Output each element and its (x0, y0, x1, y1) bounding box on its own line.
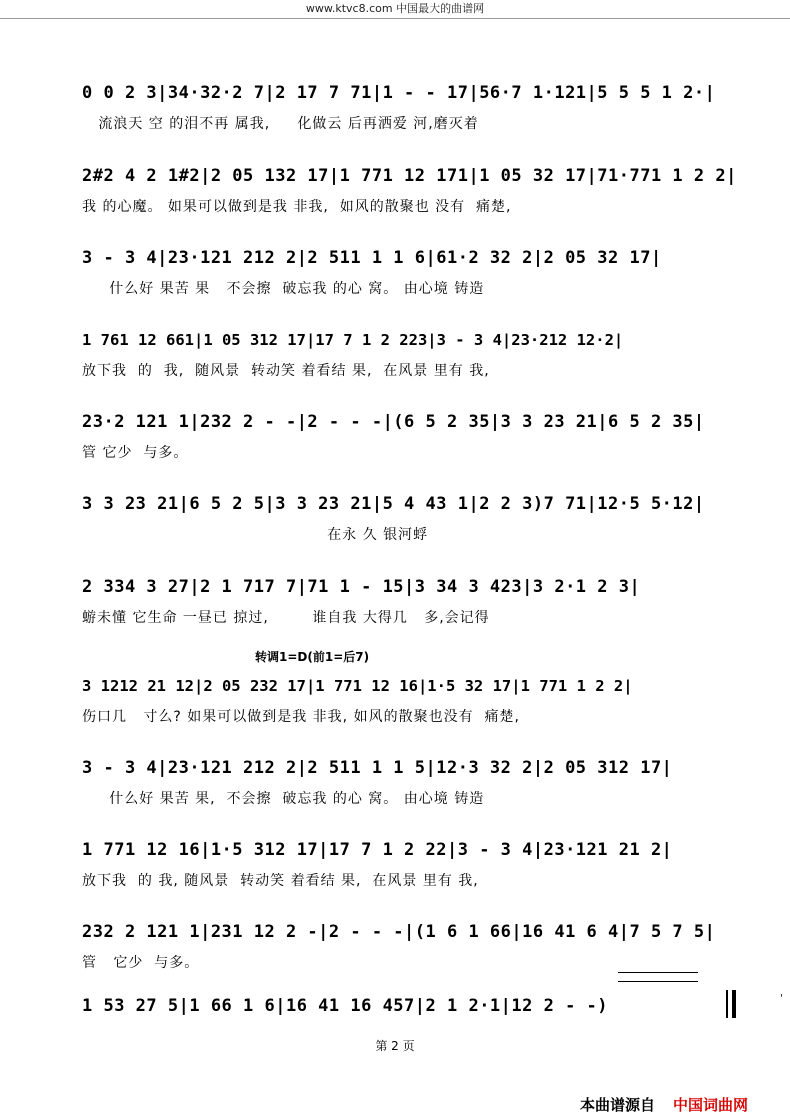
notation-line: 1 761 12 661|1 05 312 17|17 7 1 2 223|3 - 3 4|23·212 12·2| (82, 331, 624, 349)
key-change-marking: 转调1=D(前1=后7) (255, 650, 370, 664)
edge-mark: ' (780, 993, 783, 1004)
source-footer (580, 1094, 748, 1115)
lyric-line: 蝣未懂 它生命 一昼已 掠过, 谁自我 大得几 多,会记得 (82, 610, 490, 626)
notation-line: 2 334 3 27|2 1 717 7|71 1 - 15|3 34 3 423|3 2·1 2 3| (82, 577, 641, 597)
site-header-text: www.ktvc8.com 中国最大的曲谱网 (305, 2, 485, 15)
notation-line: 3 3 23 21|6 5 2 5|3 3 23 21|5 4 43 1|2 2 3)7 71|12·5 5·12| (82, 494, 705, 514)
tempo-marking-lines (618, 972, 698, 982)
final-barline-thick (732, 990, 736, 1018)
source-site-link[interactable]: 中国词曲网 (673, 1096, 749, 1114)
site-header (0, 0, 790, 19)
notation-line: 3 - 3 4|23·121 212 2|2 511 1 1 6|61·2 32 2|2 05 32 17| (82, 248, 662, 268)
lyric-line: 管 它少 与多。 (82, 955, 200, 971)
notation-line: 232 2 121 1|231 12 2 -|2 - - -|(1 6 1 66|16 41 6 4|7 5 7 5| (82, 922, 716, 942)
lyric-line: 什么好 果苦 果 不会擦 破忘我 的心 窝。 由心境 铸造 (82, 281, 485, 297)
page-number: 第 2 页 (375, 1039, 415, 1053)
notation-line: 3 1212 21 12|2 05 232 17|1 771 12 16|1·5 32 17|1 771 1 2 2| (82, 677, 633, 695)
lyric-line: 流浪天 空 的泪不再 属我, 化做云 后再洒爱 河,磨灭着 (82, 116, 479, 132)
lyric-line: 放下我 的 我, 随风景 转动笑 着看结 果, 在风景 里有 我, (82, 873, 479, 889)
notation-line: 3 - 3 4|23·121 212 2|2 511 1 1 5|12·3 32 2|2 05 312 17| (82, 758, 673, 778)
notation-line: 1 771 12 16|1·5 312 17|17 7 1 2 22|3 - 3 4|23·121 21 2| (82, 840, 673, 860)
notation-line: 1 53 27 5|1 66 1 6|16 41 16 457|2 1 2·1|12 2 - -) (82, 996, 609, 1016)
lyric-line: 管 它少 与多。 (82, 445, 189, 461)
lyric-line: 伤口几 寸么? 如果可以做到是我 非我, 如风的散聚也没有 痛楚, (82, 709, 520, 725)
lyric-line: 什么好 果苦 果, 不会擦 破忘我 的心 窝。 由心境 铸造 (82, 791, 485, 807)
lyric-line: 我 的心魔。 如果可以做到是我 非我, 如风的散聚也 没有 痛楚, (82, 199, 512, 215)
lyric-line: 在永 久 银河蜉 (82, 527, 429, 543)
notation-line: 0 0 2 3|34·32·2 7|2 17 7 71|1 - - 17|56·7 1·121|5 5 5 1 2·| (82, 83, 716, 103)
notation-line: 2#2 4 2 1#2|2 05 132 17|1 771 12 171|1 05 32 17|71·771 1 2 2| (82, 166, 737, 186)
notation-line: 23·2 121 1|232 2 - -|2 - - -|(6 5 2 35|3 3 23 21|6 5 2 35| (82, 412, 705, 432)
source-label: 本曲谱源自 (580, 1096, 656, 1114)
lyric-line: 放下我 的 我, 随风景 转动笑 着看结 果, 在风景 里有 我, (82, 363, 490, 379)
final-barline-thin (726, 990, 728, 1018)
